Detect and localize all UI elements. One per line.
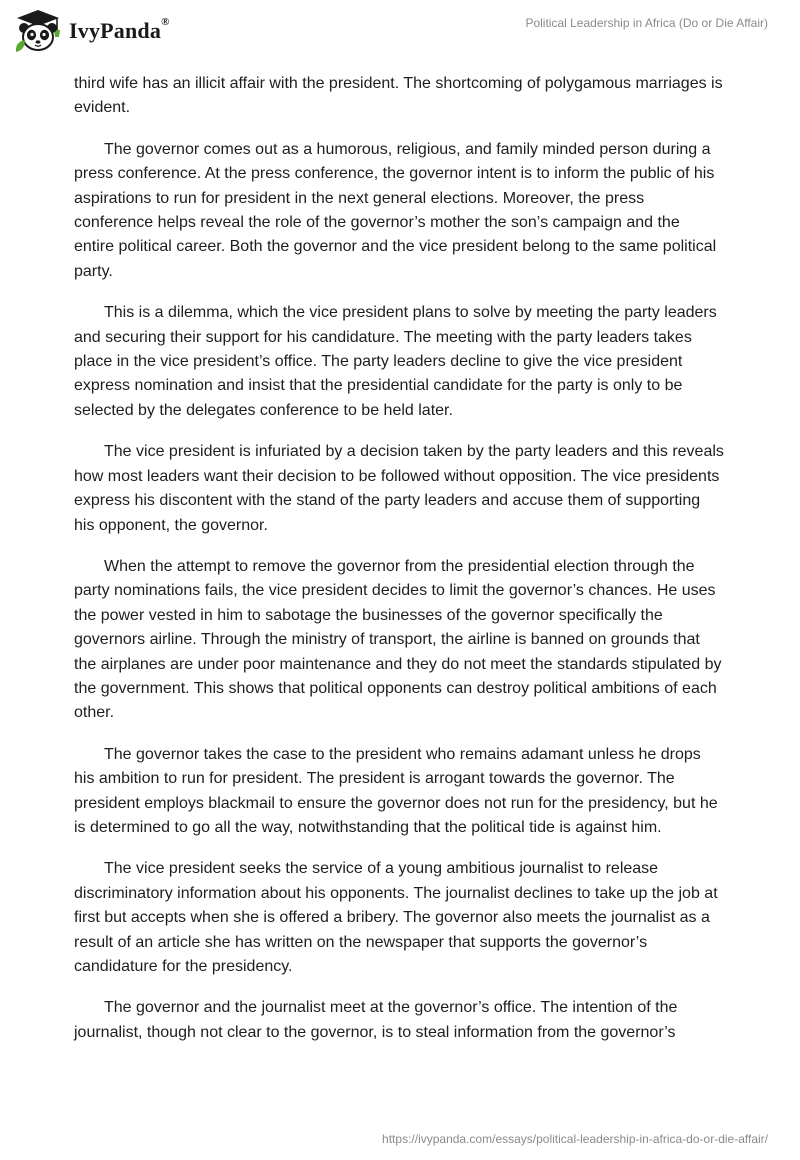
paragraph: The governor comes out as a humorous, religious, and family minded person during a press conference. At the press conference, the governor intent is to inform the public of his aspirations to run for president in the next general elections. Moreover, the press conference helps reveal the role of the governor’s mother the son’s campaign and the entire political career. Both the governor and the vice president belong to the same political party. [74,140,717,280]
ivypanda-logo[interactable] [13,8,170,54]
source-url-link[interactable]: https://ivypanda.com/essays/political-leadership-in-africa-do-or-die-affair/ [382,1132,768,1146]
panda-graduate-icon [13,8,63,54]
paragraph: When the attempt to remove the governor from the presidential election through the party nominations fails, the vice president decides to limit the governor’s chances. He uses the power vested in him to sabotage the businesses of the governor specifically the governors airline. Through the ministry of transport, the airline is banned on grounds that the airplanes are under poor maintenance and they do not meet the standards stipulated by the government. This shows that political opponents can destroy political ambitions of each other. [74,557,722,722]
registered-mark: ® [161,16,170,28]
paragraph-continued: third wife has an illicit affair with the president. The shortcoming of polygamous marriages is evident. [74,75,723,117]
paragraph: This is a dilemma, which the vice president plans to solve by meeting the party leaders and securing their support for his candidature. The meeting with the party leaders takes place in the vice president’s office. The party leaders decline to give the vice president express nomination and insist that the presidential candidate for the party is only to be selected by the delegates conference to be held later. [74,304,717,419]
page-header [0,0,800,70]
paragraph: The vice president is infuriated by a decision taken by the party leaders and this reveals how most leaders want their decision to be followed without opposition. The vice presidents express his discontent with the stand of the party leaders and accuse them of supporting his opponent, the governor. [74,443,724,534]
document-title: Political Leadership in Africa (Do or Die Affair) [525,16,768,30]
paragraph: The governor takes the case to the president who remains adamant unless he drops his ambition to run for president. The president is arrogant towards the governor. The president employs blackmail to ensure the governor does not run for the presidency, but he is determined to go all the way, notwithstanding that the political tide is against him. [74,745,718,836]
brand-name: IvyPanda® [69,16,170,43]
paragraph: The governor and the journalist meet at the governor’s office. The intention of the journalist, though not clear to the governor, is to steal information from the governor’s [74,999,678,1041]
essay-body [74,72,724,1062]
paragraph: The vice president seeks the service of a young ambitious journalist to release discriminatory information about his opponents. The journalist declines to take up the job at first but accepts when she is offered a bribery. The governor also meets the journalist as a result of an article she has written on the newspaper that supports the governor’s candidature for the presidency. [74,860,718,975]
